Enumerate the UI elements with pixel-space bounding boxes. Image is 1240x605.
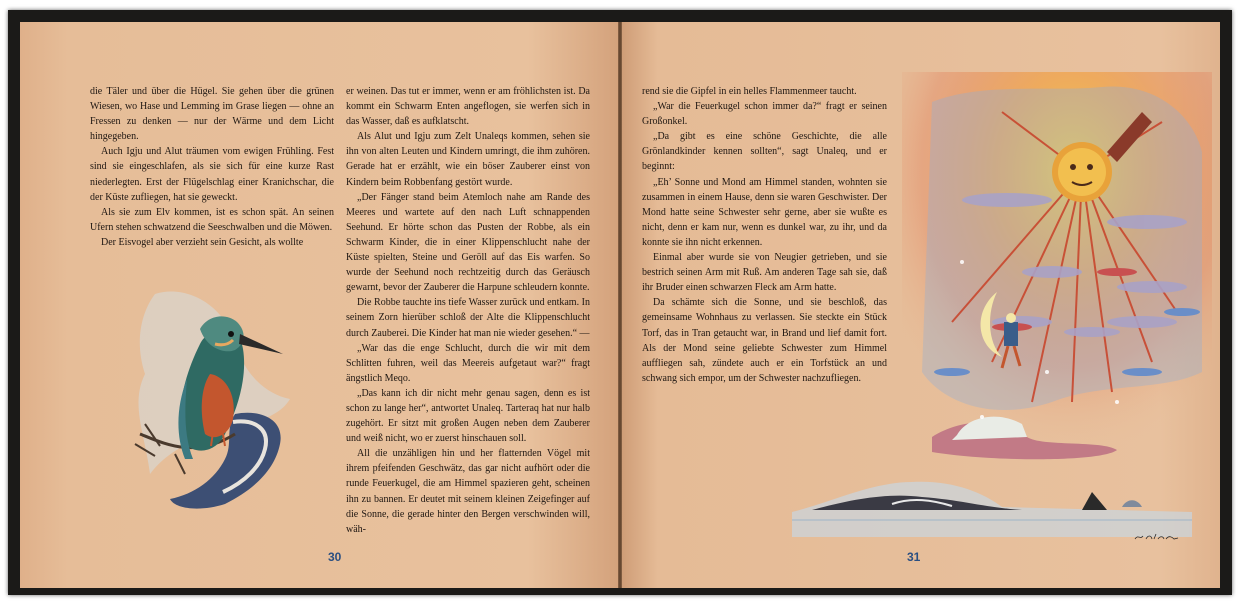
right-page-column-1: [642, 84, 887, 386]
paragraph: „Das kann ich dir nicht mehr genau sagen, denn es ist schon zu lange her“, antwortet Unaleq. Tarteraq hat nur halb zugehört. Er sitzt mit großen Augen neben dem Zauberer und weiß nicht, wo er zuerst hinschauen soll.: [346, 387, 590, 445]
page-number-right: 31: [907, 550, 921, 564]
paragraph: er weinen. Das tut er immer, wenn er am fröhlichsten ist. Da kommt ein Schwarm Enten angeflogen, sie werfen sich in das Wasser, daß es aufklatscht.: [346, 86, 590, 128]
paragraph: „Da gibt es eine schöne Geschichte, die alle Grönlandkinder kennen sollten“, sagt Unaleq, und er beginnt:: [642, 131, 887, 173]
paragraph: Als Alut und Igju zum Zelt Unaleqs kommen, sehen sie ihn von alten Leuten und Kindern umringt, die ihm zuhören. Gerade hat er erzählt, wie ein böser Zauberer einst von Kindern beim Robbenfang gestört wurde.: [346, 131, 590, 188]
right-page: [622, 22, 1220, 588]
page-number-left: 30: [328, 550, 342, 564]
left-page-column-2: [346, 84, 590, 537]
paragraph: „Der Fänger stand beim Atemloch nahe am Rande des Meeres und wartete auf den nach Luft schnappenden Seehund. Er hörte schon das Pusten der Robbe, als ein Schwarm Kinder, die in einer Klippenschlucht nahe der Küste spielten, Steine und Geröll auf das Eis warfen. So wurde der Seehund noch rechtzeitig durch das Geräusch gewarnt, bevor der Zauberer die Harpune schleudern konnte.: [346, 191, 590, 294]
handwritten-signature: [1134, 532, 1180, 542]
left-page: [20, 22, 618, 588]
paragraph: Einmal aber wurde sie von Neugier getrieben, und sie bestrich seinen Arm mit Ruß. Am anderen Tage sah sie, daß ihr Bruder einen schwarzen Fleck am Arm hatte.: [642, 252, 887, 294]
paragraph: Da schämte sich die Sonne, und sie beschloß, das gemeinsame Wohnhaus zu verlassen. Sie steckte ein Stück Torf, das in Tran getaucht war, in Brand und lief damit fort. Als der Mond seine geliebte Schwester zum Himmel auffliegen sah, zündete auch er ein Torfstück an und schwang sich empor, um der Schwester nachzufliegen.: [642, 297, 887, 384]
open-book: [8, 10, 1232, 595]
paragraph: Der Eisvogel aber verzieht sein Gesicht, als wollte: [101, 236, 304, 248]
paragraph: „War die Feuerkugel schon immer da?“ fragt er seinen Großonkel.: [642, 101, 887, 128]
paragraph: rend sie die Gipfel in ein helles Flammenmeer taucht.: [642, 86, 857, 97]
paragraph: „Eh’ Sonne und Mond am Himmel standen, wohnten sie zusammen in einem Hause, denn sie waren Geschwister. Der Mond hatte seine Schwester sehr gerne, aber sie wußte es nicht, denn er kam nur, wenn es dunkel war, zu ihr, und da konnte sie ihn nicht erkennen.: [642, 176, 887, 248]
iceberg-landscape-illustration: [792, 462, 1192, 537]
kingfisher-illustration: [115, 284, 315, 514]
paragraph: Auch Igju und Alut träumen vom ewigen Frühling. Fest sind sie eingeschlafen, als sie sich für eine kurze Rast niederlegten. Erst der Flügelschlag einer Kranichschar, die der Küste zufliegen, hat sie geweckt.: [90, 146, 334, 203]
paragraph: „War das die enge Schlucht, durch die wir mit dem Schlitten fuhren, weil das Meereis aufgetaut war?“ fragt ängstlich Meqo.: [346, 342, 590, 384]
paragraph: Die Robbe tauchte ins tiefe Wasser zurück und entkam. In seinem Zorn hierüber schloß der Alte die Klippenschlucht durch Zauberei. Die Kinder hat man nie wieder gesehen.“ —: [346, 297, 590, 339]
left-page-column-1: [90, 84, 334, 250]
paragraph: All die unzähligen hin und her flatternden Vögel mit ihrem pfeifenden Geschwätz, das gar nicht aufhört oder die runde Feuerkugel, die am Himmel spazieren geht, scheinen ihn zu bannen. Er deutet mit seinem kleinen Zeigefinger auf die Sonne, die gerade hinter den Bergen verschwinden will, wäh-: [346, 448, 590, 535]
paragraph: die Täler und über die Hügel. Sie gehen über die grünen Wiesen, wo Hase und Lemming im Grase liegen — ohne an Fressen zu denken — nur der Wärme und dem Licht hingegeben.: [90, 86, 334, 143]
paragraph: Als sie zum Elv kommen, ist es schon spät. An seinen Ufern stehen schwatzend die Seeschwalben und die Möwen.: [90, 206, 334, 233]
artist-signature: [1134, 532, 1180, 544]
